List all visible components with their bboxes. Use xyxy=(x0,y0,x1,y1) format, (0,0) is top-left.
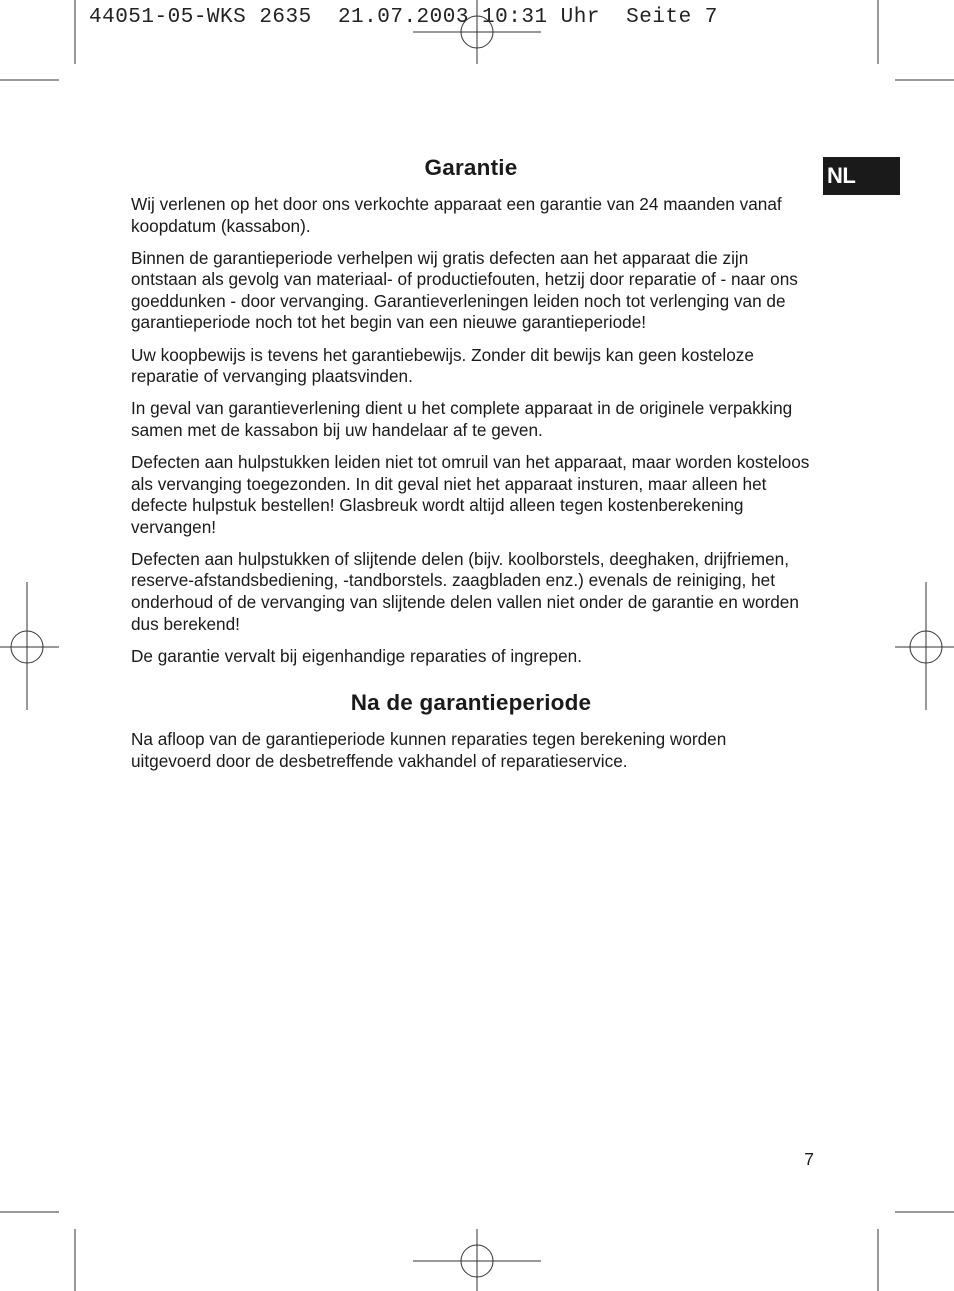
section-title-garantie: Garantie xyxy=(424,155,518,180)
section-title-na-de-garantieperiode: Na de garantieperiode xyxy=(350,690,592,716)
language-tab: NL xyxy=(823,157,900,195)
registration-mark-left xyxy=(0,582,59,710)
main-content xyxy=(131,152,811,783)
paragraph: De garantie vervalt bij eigenhandige reparaties of ingrepen. xyxy=(131,645,582,666)
paragraph: Defecten aan hulpstukken leiden niet tot omruil van het apparaat, maar worden kosteloos als vervanging toegezonden. In dit geval niet het apparaat insturen, maar alleen het defecte hulpstuk bestellen! Glasbreuk wordt altijd alleen tegen kostenberekening vervangen! xyxy=(131,451,810,537)
paragraph: Wij verlenen op het door ons verkochte apparaat een garantie van 24 maanden vanaf koopdatum (kassabon). xyxy=(131,194,782,236)
paragraph: Na afloop van de garantieperiode kunnen reparaties tegen berekening worden uitgevoerd door de desbetreffende vakhandel of reparatieservice. xyxy=(131,729,727,771)
registration-mark-right xyxy=(895,582,954,710)
print-slug: 44051-05-WKS 2635 21.07.2003 10:31 Uhr Seite 7 xyxy=(89,6,718,29)
paragraph: Binnen de garantieperiode verhelpen wij gratis defecten aan het apparaat die zijn ontstaan als gevolg van materiaal- of productiefouten, hetzij door reparatie of - naar ons goeddunken - door vervanging. Garantieverleningen leiden noch tot verlenging van de garantieperiode noch tot het begin van een nieuwe garantieperiode! xyxy=(131,247,798,333)
page-number: 7 xyxy=(804,1149,814,1169)
registration-mark-bottom xyxy=(413,1229,541,1291)
paragraph: In geval van garantieverlening dient u het complete apparaat in de originele verpakking samen met de kassabon bij uw handelaar af te geven. xyxy=(131,398,793,440)
paragraph: Defecten aan hulpstukken of slijtende delen (bijv. koolborstels, deeghaken, drijfriemen, reserve-afstandsbediening, -tandborstels. zaagbladen enz.) evenals de reiniging, het onderhoud of de vervanging van slijtende delen vallen niet onder de garantie en worden dus berekend! xyxy=(131,548,799,634)
paragraph: Uw koopbewijs is tevens het garantiebewijs. Zonder dit bewijs kan geen kosteloze reparatie of vervanging plaatsvinden. xyxy=(131,344,754,387)
